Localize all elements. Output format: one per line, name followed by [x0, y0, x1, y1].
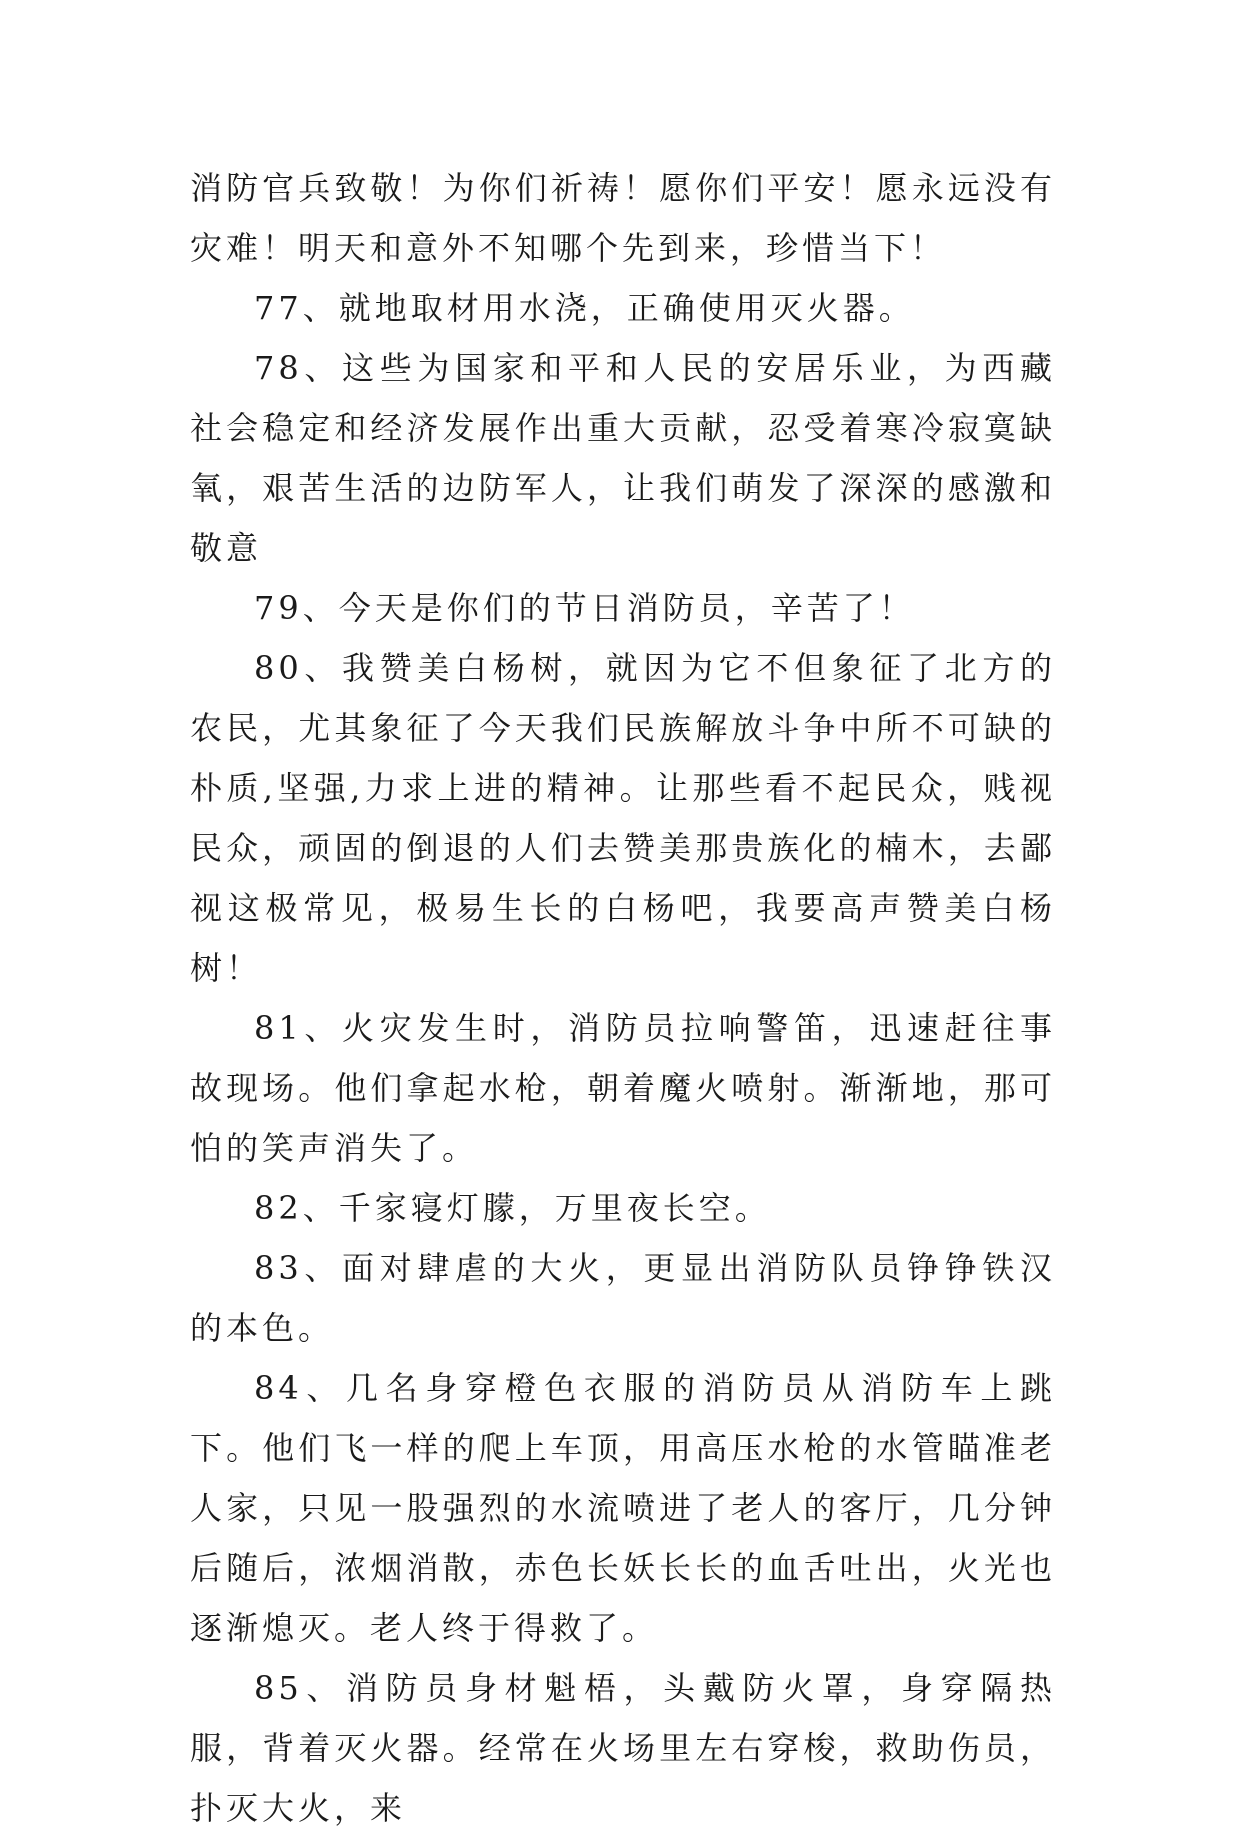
paragraph-80: 80、我赞美白杨树，就因为它不但象征了北方的农民，尤其象征了今天我们民族解放斗争中所不可缺的朴质,坚强,力求上进的精神。让那些看不起民众，贱视民众，顽固的倒退的人们去赞美那贵族化的楠木，去鄙视这极常见，极易生长的白杨吧，我要高声赞美白杨树！ — [190, 649, 1056, 987]
paragraph-77: 77、就地取材用水浇，正确使用灭火器。 — [254, 289, 915, 327]
paragraph-82: 82、千家寝灯朦，万里夜长空。 — [254, 1189, 771, 1227]
paragraph-85: 85、消防员身材魁梧，头戴防火罩，身穿隔热服，背着灭火器。经常在火场里左右穿梭，救助伤员，扑灭大火，来 — [190, 1669, 1056, 1827]
paragraph-continued: 消防官兵致敬！为你们祈祷！愿你们平安！愿永远没有灾难！明天和意外不知哪个先到来，珍惜当下！ — [190, 169, 1056, 267]
paragraph-78: 78、这些为国家和平和人民的安居乐业，为西藏社会稳定和经济发展作出重大贡献，忍受着寒冷寂寞缺氧，艰苦生活的边防军人，让我们萌发了深深的感激和敬意 — [190, 349, 1056, 567]
paragraph-83: 83、面对肆虐的大火，更显出消防队员铮铮铁汉的本色。 — [190, 1249, 1056, 1347]
paragraph-84: 84、几名身穿橙色衣服的消防员从消防车上跳下。他们飞一样的爬上车顶，用高压水枪的水管瞄准老人家，只见一股强烈的水流喷进了老人的客厅，几分钟后随后，浓烟消散，赤色长妖长长的血舌吐出，火光也逐渐熄灭。老人终于得救了。 — [190, 1369, 1056, 1647]
paragraph-79: 79、今天是你们的节日消防员，辛苦了！ — [254, 589, 915, 627]
document-body — [190, 158, 1056, 1838]
paragraph-81: 81、火灾发生时，消防员拉响警笛，迅速赶往事故现场。他们拿起水枪，朝着魔火喷射。渐渐地，那可怕的笑声消失了。 — [190, 1009, 1056, 1167]
